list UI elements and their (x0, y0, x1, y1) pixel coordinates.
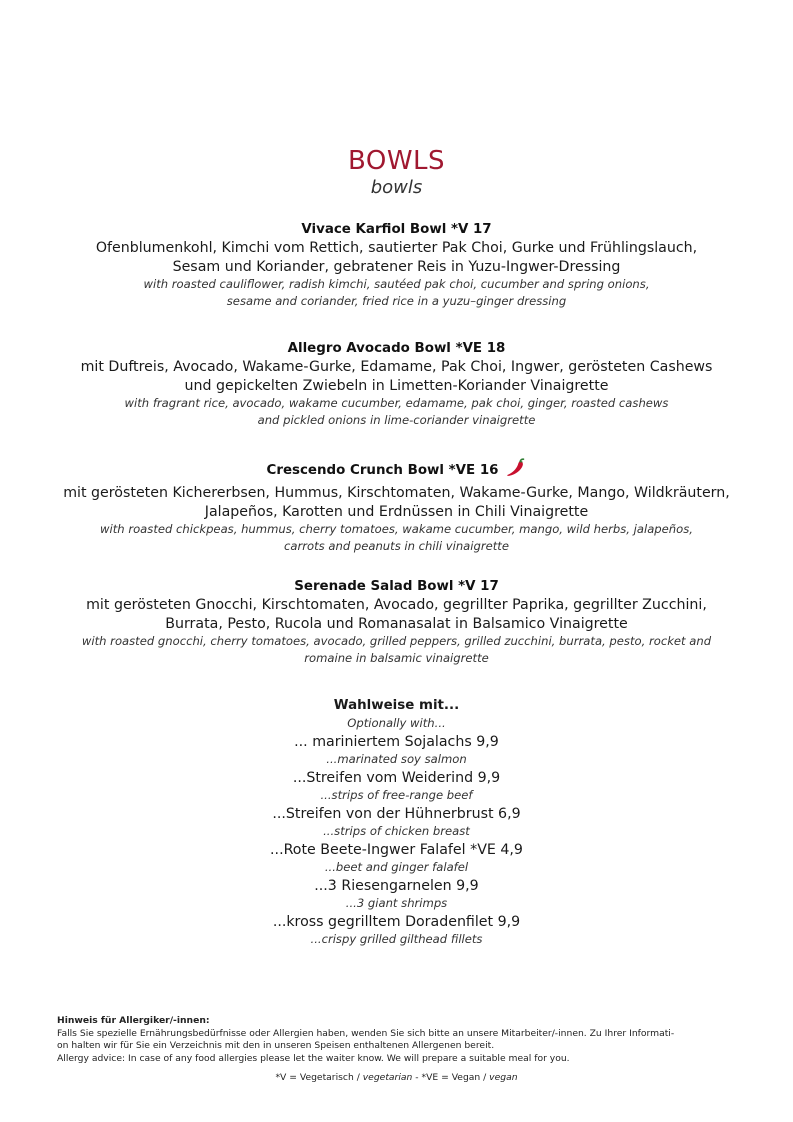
menu-item-description-en: and pickled onions in lime-coriander vinaigrette (257, 412, 536, 427)
legend-vegan-en: vegan (489, 1072, 518, 1083)
extra-option: ...Rote Beete-Ingwer Falafel *VE 4,9 (270, 842, 523, 858)
menu-item-description-en: with roasted gnocchi, cherry tomatoes, avocado, grilled peppers, grilled zucchini, burrata, pesto, rocket and (81, 634, 712, 648)
allergy-notice (57, 1015, 747, 1065)
allergy-notice-line: on halten wir für Sie ein Verzeichnis mit den in unseren Speisen enthaltenen Allergenen bereit. (57, 1040, 495, 1052)
legend-separator: - (412, 1072, 422, 1083)
extra-option: ...Streifen vom Weiderind 9,9 (292, 770, 501, 786)
extra-option-en: ...crispy grilled gilthead fillets (310, 932, 483, 946)
menu-item-description-de: mit gerösteten Kichererbsen, Hummus, Kirschtomaten, Wakame-Gurke, Mango, Wildkräutern, (63, 485, 730, 501)
extra-option-en: ...beet and ginger falafel (324, 860, 469, 874)
legend-vegetarian-en: vegetarian (362, 1072, 413, 1083)
extra-option: ... mariniertem Sojalachs 9,9 (294, 734, 499, 750)
menu-item (0, 458, 793, 554)
section-subtitle: bowls (370, 177, 423, 198)
extra-option: ...kross gegrilltem Doradenfilet 9,9 (272, 914, 521, 930)
menu-item-description-en: sesame and coriander, fried rice in a yuzu–ginger dressing (226, 293, 567, 308)
extra-option: ...3 Riesengarnelen 9,9 (314, 878, 479, 894)
section-title: BOWLS (347, 146, 446, 176)
menu-item-name: Vivace Karfiol Bowl *V 17 (301, 222, 492, 237)
menu-item-description-en: with roasted chickpeas, hummus, cherry tomatoes, wakame cucumber, mango, wild herbs, jalapeños, (100, 522, 693, 536)
menu-item-name: Serenade Salad Bowl *V 17 (294, 579, 499, 594)
menu-item-name-row (0, 458, 793, 484)
legend-vegan-label: *VE = Vegan / (421, 1072, 490, 1083)
diet-legend (0, 1072, 793, 1084)
menu-item-description-en: carrots and peanuts in chili vinaigrette (283, 538, 509, 553)
extra-option-en: ...strips of chicken breast (323, 824, 470, 838)
menu-item (0, 578, 793, 666)
menu-item-description-de: mit gerösteten Gnocchi, Kirschtomaten, Avocado, gegrillter Paprika, gegrillter Zucchini, (86, 597, 707, 613)
menu-item-description-de: Ofenblumenkohl, Kimchi vom Rettich, sautierter Pak Choi, Gurke und Frühlingslauch, (95, 240, 698, 256)
menu-item-description-de: Sesam und Koriander, gebratener Reis in Yuzu-Ingwer-Dressing (172, 258, 621, 275)
legend-vegetarian-label: *V = Vegetarisch / (275, 1072, 363, 1083)
menu-item-description-de: mit Duftreis, Avocado, Wakame-Gurke, Edamame, Pak Choi, Ingwer, gerösteten Cashews (80, 359, 713, 375)
allergy-notice-line: Falls Sie spezielle Ernährungsbedürfnisse oder Allergien haben, wenden Sie sich bitte an unsere Mitarbeiter/-innen. Zu Ihrer Informati- (57, 1027, 675, 1039)
menu-item-description-en: with roasted cauliflower, radish kimchi, sautéed pak choi, cucumber and spring onions, (143, 277, 650, 291)
menu-item-name: Crescendo Crunch Bowl *VE 16 (266, 463, 499, 478)
extra-option: ...Streifen von der Hühnerbrust 6,9 (272, 806, 521, 822)
extras-title: Wahlweise mit... (333, 698, 460, 713)
extra-option-en: ...strips of free-range beef (320, 788, 473, 802)
menu-item-description-de: Burrata, Pesto, Rucola und Romanasalat in Balsamico Vinaigrette (165, 615, 628, 632)
menu-item-name: Allegro Avocado Bowl *VE 18 (287, 341, 506, 356)
menu-item-description-en: romaine in balsamic vinaigrette (304, 650, 489, 665)
menu-item (0, 221, 793, 309)
extras-title-en: Optionally with... (347, 716, 446, 730)
allergy-notice-heading: Hinweis für Allergiker/-innen: (57, 1015, 210, 1026)
extra-option-en: ...marinated soy salmon (326, 752, 467, 766)
extra-option-en: ...3 giant shrimps (345, 896, 448, 910)
menu-item-description-en: with fragrant rice, avocado, wakame cucumber, edamame, pak choi, ginger, roasted cashews (124, 396, 669, 410)
chili-pepper-icon (504, 458, 526, 484)
menu-item (0, 340, 793, 428)
allergy-notice-line: Allergy advice: In case of any food allergies please let the waiter know. We will prepare a suitable meal for you. (57, 1052, 570, 1064)
menu-item-description-de: und gepickelten Zwiebeln in Limetten-Koriander Vinaigrette (184, 377, 609, 394)
extras-section (0, 697, 793, 947)
menu-item-description-de: Jalapeños, Karotten und Erdnüssen in Chili Vinaigrette (204, 503, 589, 520)
